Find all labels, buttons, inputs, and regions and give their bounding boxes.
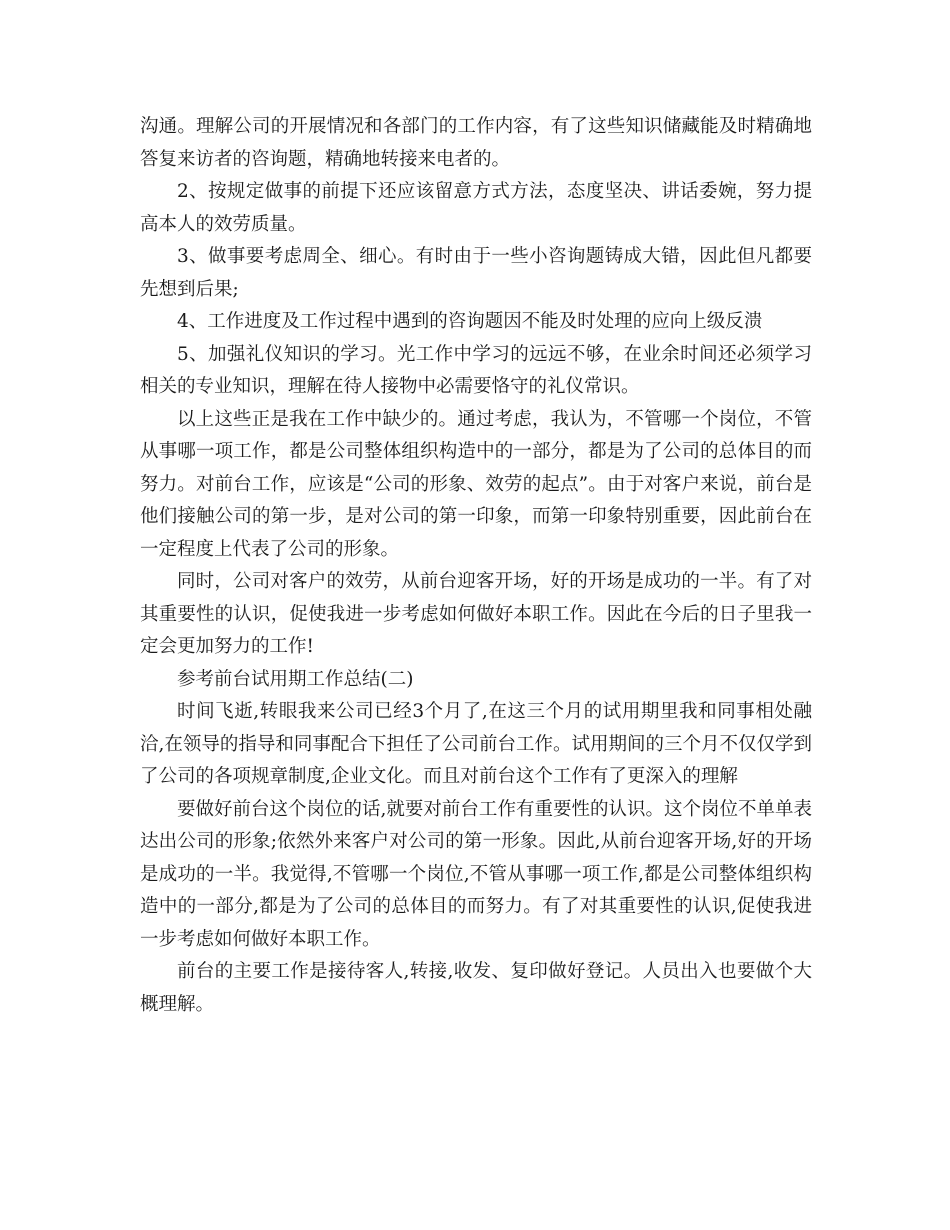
paragraph-item-5: 5、加强礼仪知识的学习。光工作中学习的远远不够，在业余时间还必须学习相关的专业知识，理解在待人接物中必需要恪守的礼仪常识。 — [140, 343, 812, 397]
paragraph-item-2: 2、按规定做事的前提下还应该留意方式方法，态度坚决、讲话委婉，努力提高本人的效劳质量。 — [140, 181, 812, 235]
paragraph-intro: 时间飞逝,转眼我来公司已经3个月了,在这三个月的试用期里我和同事相处融洽,在领导的指导和同事配合下担任了公司前台工作。试用期间的三个月不仅仅学到了公司的各项规章制度,企业文化。而且对前台这个工作有了更深入的理解 — [140, 701, 812, 787]
paragraph-conclusion: 同时，公司对客户的效劳，从前台迎客开场，好的开场是成功的一半。有了对其重要性的认识，促使我进一步考虑如何做好本职工作。因此在今后的日子里我一定会更加努力的工作! — [140, 571, 812, 657]
paragraph-continuation: 沟通。理解公司的开展情况和各部门的工作内容，有了这些知识储藏能及时精确地答复来访者的咨询题，精确地转接来电者的。 — [140, 116, 812, 170]
paragraph-importance: 要做好前台这个岗位的话,就要对前台工作有重要性的认识。这个岗位不单单表达出公司的形象;依然外来客户对公司的第一形象。因此,从前台迎客开场,好的开场是成功的一半。我觉得,不管哪一个岗位,不管从事哪一项工作,都是公司整体组织构造中的一部分,都是为了公司的总体目的而努力。有了对其重要性的认识,促使我进一步考虑如何做好本职工作。 — [140, 798, 812, 950]
paragraph-item-3: 3、做事要考虑周全、细心。有时由于一些小咨询题铸成大错，因此但凡都要先想到后果; — [140, 246, 812, 300]
section-heading: 参考前台试用期工作总结(二) — [177, 668, 414, 690]
paragraph-duties: 前台的主要工作是接待客人,转接,收发、复印做好登记。人员出入也要做个大概理解。 — [140, 961, 812, 1015]
document-body — [140, 111, 812, 1021]
paragraph-item-4: 4、工作进度及工作过程中遇到的咨询题因不能及时处理的应向上级反溃 — [177, 311, 763, 332]
paragraph-summary: 以上这些正是我在工作中缺少的。通过考虑，我认为，不管哪一个岗位，不管从事哪一项工作，都是公司整体组织构造中的一部分，都是为了公司的总体目的而努力。对前台工作，应该是“公司的形象、效劳的起点”。由于对客户来说，前台是他们接触公司的第一步，是对公司的第一印象，而第一印象特别重要，因此前台在一定程度上代表了公司的形象。 — [140, 408, 812, 560]
